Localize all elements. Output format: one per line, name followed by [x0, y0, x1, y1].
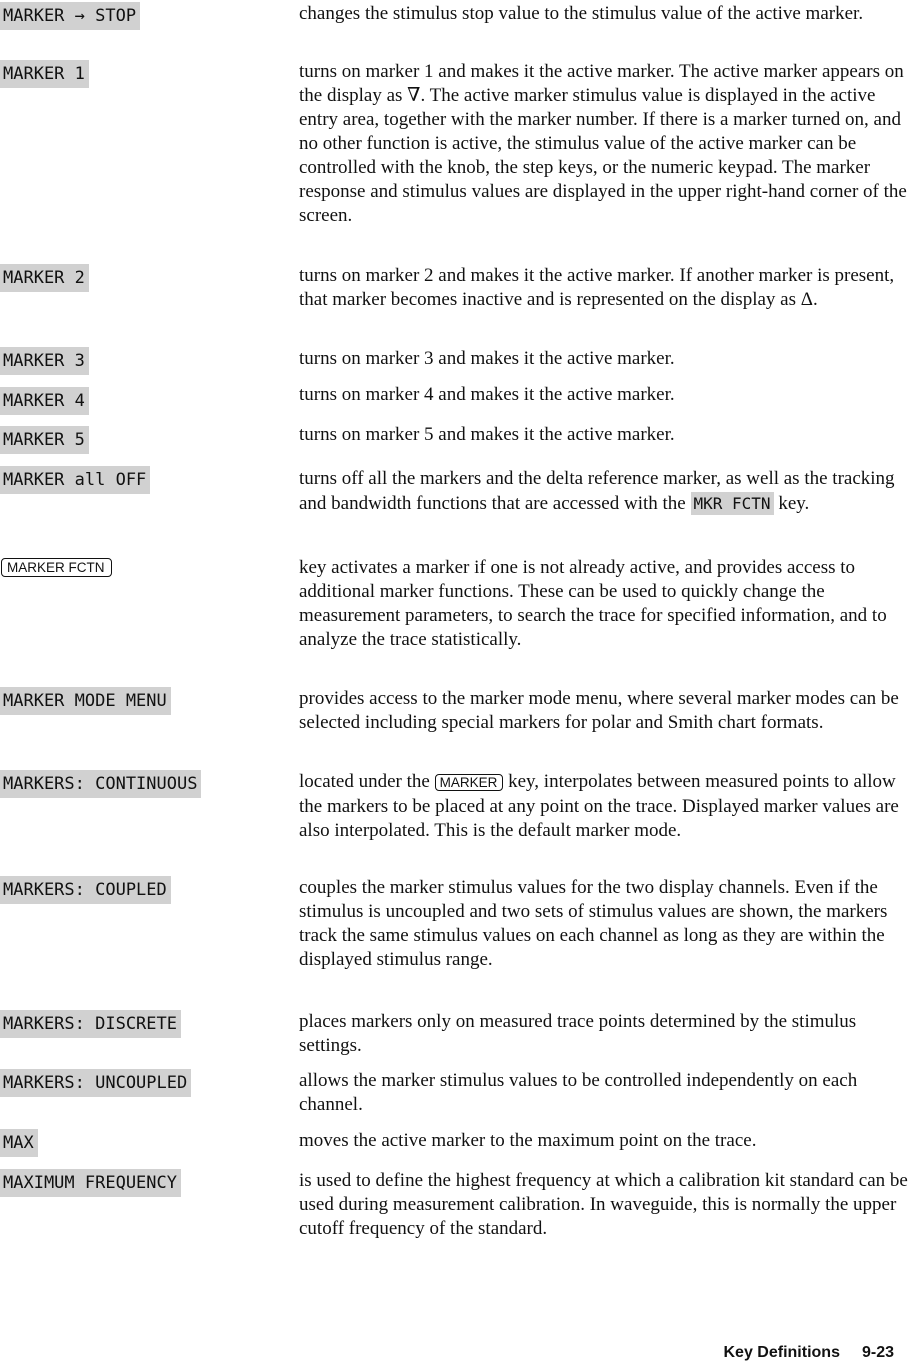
softkey-max: MAX — [0, 1129, 38, 1157]
softkey-markers-continuous: MARKERS: CONTINUOUS — [0, 770, 201, 798]
definition-text: key, interpolates between measured points to allow the markers to be placed at any point on the trace. Displayed marker values are also interpolated. This is the default marker mode. — [299, 771, 899, 841]
definition — [299, 466, 908, 516]
definition-text: turns off all the markers and the delta reference marker, as well as the tracking and bandwidth functions that are accessed with the — [299, 468, 895, 514]
softkey-marker-mode-menu: MARKER MODE MENU — [0, 687, 171, 715]
inline-hardkey-marker: MARKER — [435, 774, 504, 791]
definition: moves the active marker to the maximum point on the trace. — [299, 1130, 757, 1151]
softkey-marker-1: MARKER 1 — [0, 60, 89, 88]
softkey-markers-discrete: MARKERS: DISCRETE — [0, 1010, 181, 1038]
definition: allows the marker stimulus values to be controlled independently on each channel. — [299, 1070, 858, 1115]
definition: key activates a marker if one is not already active, and provides access to additional marker functions. These can be used to quickly change the measurement parameters, to search the trace for specified information, and to analyze the trace statistically. — [299, 557, 887, 650]
softkey-markers-coupled: MARKERS: COUPLED — [0, 876, 171, 904]
definition: turns on marker 1 and makes it the active marker. The active marker appears on the display as ∇. The active marker stimulus value is displayed in the active entry area, together with the marker number. If there is a marker turned on, and no other function is active, the stimulus value of the active marker can be controlled with the knob, the step keys, or the numeric keypad. The marker response and stimulus values are displayed in the upper right-hand corner of the screen. — [299, 61, 907, 226]
softkey-marker-all-off: MARKER all OFF — [0, 466, 150, 494]
definition — [299, 770, 908, 843]
softkey-marker-to-stop: MARKER → STOP — [0, 2, 140, 30]
definition: places markers only on measured trace points determined by the stimulus settings. — [299, 1011, 857, 1056]
footer-section-title: Key Definitions — [723, 1344, 840, 1361]
page-footer — [724, 1344, 895, 1362]
softkey-marker-2: MARKER 2 — [0, 264, 89, 292]
softkey-maximum-frequency: MAXIMUM FREQUENCY — [0, 1169, 181, 1197]
definition-text: key. — [778, 493, 810, 514]
softkey-markers-uncoupled: MARKERS: UNCOUPLED — [0, 1069, 191, 1097]
page-number: 9-23 — [861, 1344, 894, 1361]
definition: turns on marker 5 and makes it the active marker. — [299, 424, 675, 445]
definition: turns on marker 4 and makes it the active marker. — [299, 384, 675, 405]
definition: changes the stimulus stop value to the stimulus value of the active marker. — [299, 3, 864, 24]
definition: provides access to the marker mode menu, where several marker modes can be selected including special markers for polar and Smith chart formats. — [299, 688, 899, 733]
definition: is used to define the highest frequency at which a calibration kit standard can be used during measurement calibration. In waveguide, this is normally the upper cutoff frequency of the standard. — [299, 1170, 908, 1239]
definition: turns on marker 2 and makes it the active marker. If another marker is present, that marker becomes inactive and is represented on the display as Δ. — [299, 265, 895, 310]
definition: turns on marker 3 and makes it the active marker. — [299, 348, 675, 369]
hardkey-marker-fctn: MARKER FCTN — [1, 558, 112, 577]
inline-softkey-mkr-fctn: MKR FCTN — [691, 492, 774, 515]
softkey-marker-3: MARKER 3 — [0, 347, 89, 375]
definition-text: located under the — [299, 771, 430, 792]
softkey-marker-4: MARKER 4 — [0, 387, 89, 415]
definition: couples the marker stimulus values for the two display channels. Even if the stimulus is uncoupled and two sets of stimulus values are shown, the markers track the same stimulus values on each channel as long as they are within the displayed stimulus range. — [299, 877, 888, 970]
softkey-marker-5: MARKER 5 — [0, 426, 89, 454]
